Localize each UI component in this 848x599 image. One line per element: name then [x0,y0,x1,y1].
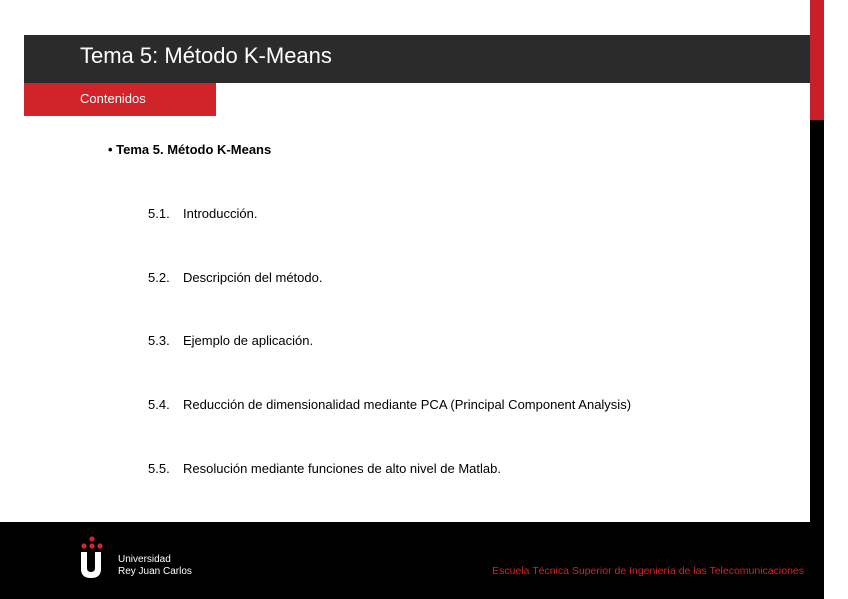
subtitle-tab [24,83,216,116]
toc-item [148,461,501,476]
footer [0,522,810,599]
toc-item-text: Resolución mediante funciones de alto nivel de Matlab. [183,461,501,476]
title-bar [24,35,810,83]
toc-item-number: 5.4. [148,397,170,412]
main-bullet: • Tema 5. Método K-Means [108,142,272,157]
logo-dots-icon [80,536,104,550]
toc-item [148,333,313,348]
toc-item-text: Introducción. [183,206,258,221]
logo-text [118,554,192,578]
edge-accent-red [810,0,824,120]
toc-item-number: 5.5. [148,461,170,476]
slide-subtitle: Contenidos [80,91,146,106]
toc-item-number: 5.3. [148,333,170,348]
school-name: Escuela Técnica Superior de Ingeniería de las Telecomunicaciones [492,565,804,577]
logo-u-icon [80,552,102,578]
logo-line-1: Universidad [118,554,171,565]
toc-item [148,397,631,412]
toc-item-text: Descripción del método. [183,270,323,285]
slide-title: Tema 5: Método K-Means [80,43,332,68]
logo-line-2: Rey Juan Carlos [118,566,192,577]
toc-item-text: Reducción de dimensionalidad mediante PCA (Principal Component Analysis) [183,397,632,412]
toc-item [148,206,257,221]
toc-item-text: Ejemplo de aplicación. [183,333,314,348]
toc-item [148,270,322,285]
urjc-logo [78,536,218,586]
edge-margin [824,0,848,599]
edge-accent-black [810,120,824,599]
toc-item-number: 5.1. [148,206,170,221]
toc-item-number: 5.2. [148,270,170,285]
